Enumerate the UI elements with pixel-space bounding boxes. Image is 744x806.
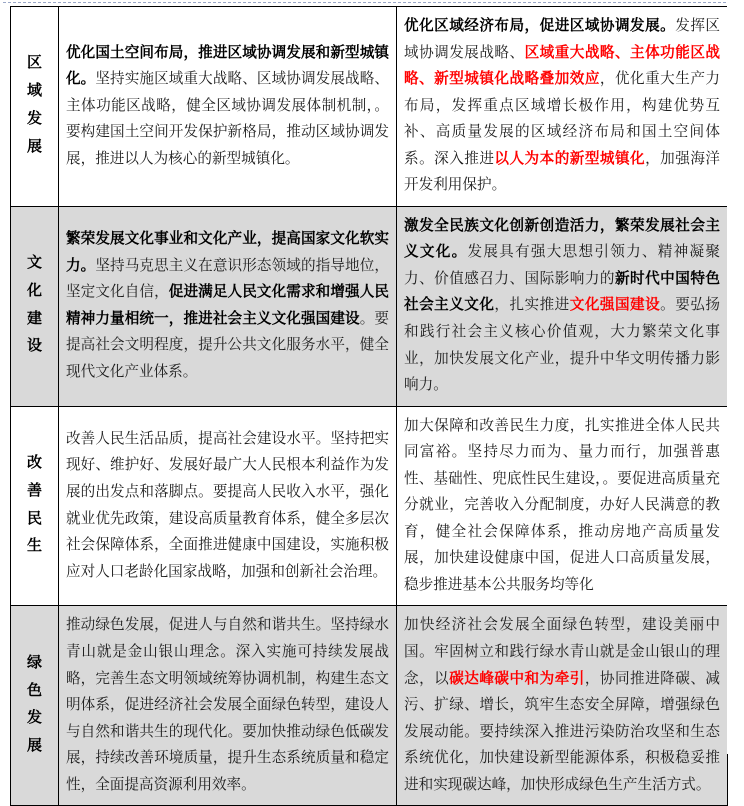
label-char: 善 xyxy=(26,482,42,499)
row-category-text xyxy=(18,50,51,161)
paragraph: 推动绿色发展，促进人与自然和谐共生。坚持绿水青山就是金山银山理念。深入实施可持续发展战略，完善生态文明领域统筹协调机制，构建生态文明体系，促进经济社会发展全面绿色转型，建设人与自然和谐共生的现代化。要加快推动绿色低碳发展，持续改善环境质量，提升生态系统质量和稳定性，全面提高资源利用效率。 xyxy=(66,617,389,793)
row-category-text xyxy=(18,650,51,761)
bold-lead: 优化区域经济布局，促进区域协调发展。 xyxy=(404,18,676,34)
paragraph: 改善人民生活品质，提高社会建设水平。坚持把实现好、维护好、发展好最广大人民根本利益作为发展的出发点和落脚点。要提高人民收入水平，强化就业优先政策，建设高质量教育体系，健全多层次社会保障体系，全面推进健康中国建设，实施积极应对人口老龄化国家战略，加强和创新社会治理。 xyxy=(66,430,389,580)
paragraph xyxy=(66,226,389,385)
table-row xyxy=(11,206,728,406)
body-text: 坚持马克思主义在意识形态领域的指导地位，坚定文化自信， xyxy=(66,257,389,301)
page-right-margin xyxy=(727,0,744,754)
paragraph xyxy=(404,612,720,798)
label-char: 区 xyxy=(26,55,42,72)
label-char: 民 xyxy=(26,510,42,527)
row-current-text xyxy=(397,7,728,207)
paragraph: 加大保障和改善民生力度，扎实推进全体人民共同富裕。坚持尽力而为、量力而行，加强普惠性、基础性、兜底性民生建设，。要促进高质量充分就业，完善收入分配制度，办好人民满意的教育，健全社会保障体系，推动房地产高质量发展，加快建设健康中国，促进人口高质量发展，稳步推进基本公共服务均等化 xyxy=(404,417,720,593)
body-text: ，优化重大生产力布局，发挥重点区域增长极作用，构建优势互补、高质量发展的区域经济布局和国土空间体系。深入推进 xyxy=(404,71,720,167)
body-text: 坚持实施区域重大战略、区域协调发展战略、主体功能区战略，健全区域协调发展体制机制，。要构建国土空间开发保护新格局，推动区域协调发展，推进以人为核心的新型城镇化。 xyxy=(66,71,389,167)
row-category-label xyxy=(11,406,59,606)
highlight-text: 以人为本的新型城镇化 xyxy=(494,150,646,167)
row-previous-text xyxy=(59,7,397,207)
body-text: ，加强海洋开发利用保护。 xyxy=(404,150,720,194)
highlight-text: 文化强国建设 xyxy=(569,297,661,314)
label-char: 化 xyxy=(26,282,42,299)
label-char: 设 xyxy=(26,338,42,355)
label-char: 绿 xyxy=(26,654,42,671)
row-previous-text xyxy=(59,406,397,606)
row-current-text xyxy=(397,406,728,606)
label-char: 发 xyxy=(26,710,42,727)
label-char: 展 xyxy=(26,738,42,755)
paragraph xyxy=(66,40,389,173)
body-text: 发挥区域协调发展战略、 xyxy=(404,18,720,61)
comparison-table xyxy=(10,6,728,806)
row-previous-text xyxy=(59,206,397,406)
row-category-label xyxy=(11,606,59,806)
bold-lead: 繁荣发展文化事业和文化产业，提高国家文化软实力。 xyxy=(66,231,389,274)
body-text: 加快经济社会发展全面绿色转型，建设美丽中国。牢固树立和践行绿水青山就是金山银山的理念，以 xyxy=(404,617,720,687)
row-previous-text xyxy=(59,606,397,806)
body-text: 。要提高社会文明程度，提升公共文化服务水平，健全现代文化产业体系。 xyxy=(66,310,389,380)
label-char: 色 xyxy=(26,682,42,699)
label-char: 发 xyxy=(26,110,42,127)
label-char: 域 xyxy=(26,83,42,100)
row-category-label xyxy=(11,206,59,406)
row-category-text xyxy=(18,250,51,361)
row-current-text xyxy=(397,606,728,806)
table-row xyxy=(11,606,728,806)
body-text: ，扎实推进 xyxy=(494,297,570,314)
table-row xyxy=(11,7,728,207)
bold-text: 促进满足人民文化需求和增强人民精神力量相统一，推进社会主义文化强国建设 xyxy=(66,284,389,327)
label-char: 展 xyxy=(26,138,42,155)
body-text: 。要弘扬和践行社会主义核心价值观，大力繁荣文化事业，加快发展文化产业，提升中华文明传播力影响力。 xyxy=(404,297,720,394)
label-char: 生 xyxy=(26,538,42,555)
bold-lead: 优化国土空间布局，推进区域协调发展和新型城镇化。 xyxy=(66,44,389,88)
label-char: 文 xyxy=(26,255,42,272)
paragraph xyxy=(404,213,720,399)
bold-text: 新时代中国特色社会主义文化 xyxy=(404,270,720,314)
highlight-text: 区域重大战略、主体功能区战略、新型城镇化战略叠加效应 xyxy=(404,44,720,88)
highlight-text: 碳达峰碳中和为牵引 xyxy=(449,670,585,687)
page-break-guide xyxy=(3,2,741,3)
body-text: 发展具有强大思想引领力、精神凝聚力、价值感召力、国际影响力的 xyxy=(404,244,720,287)
row-current-text xyxy=(397,206,728,406)
row-category-label xyxy=(11,7,59,207)
body-text: ，协同推进降碳、减污、扩绿、增长，筑牢生态安全屏障，增强绿色发展动能。要持续深入推进污染防治攻坚和生态系统优化，加快建设新型能源体系，积极稳妥推进和实现碳达峰，加快形成绿色生产生活方式。 xyxy=(404,670,720,793)
paragraph xyxy=(404,13,720,199)
bold-lead: 激发全民族文化创新创造活力，繁荣发展社会主义文化。 xyxy=(404,217,720,261)
label-char: 建 xyxy=(26,310,42,327)
table-row xyxy=(11,406,728,606)
label-char: 改 xyxy=(26,455,42,472)
row-category-text xyxy=(18,450,51,561)
